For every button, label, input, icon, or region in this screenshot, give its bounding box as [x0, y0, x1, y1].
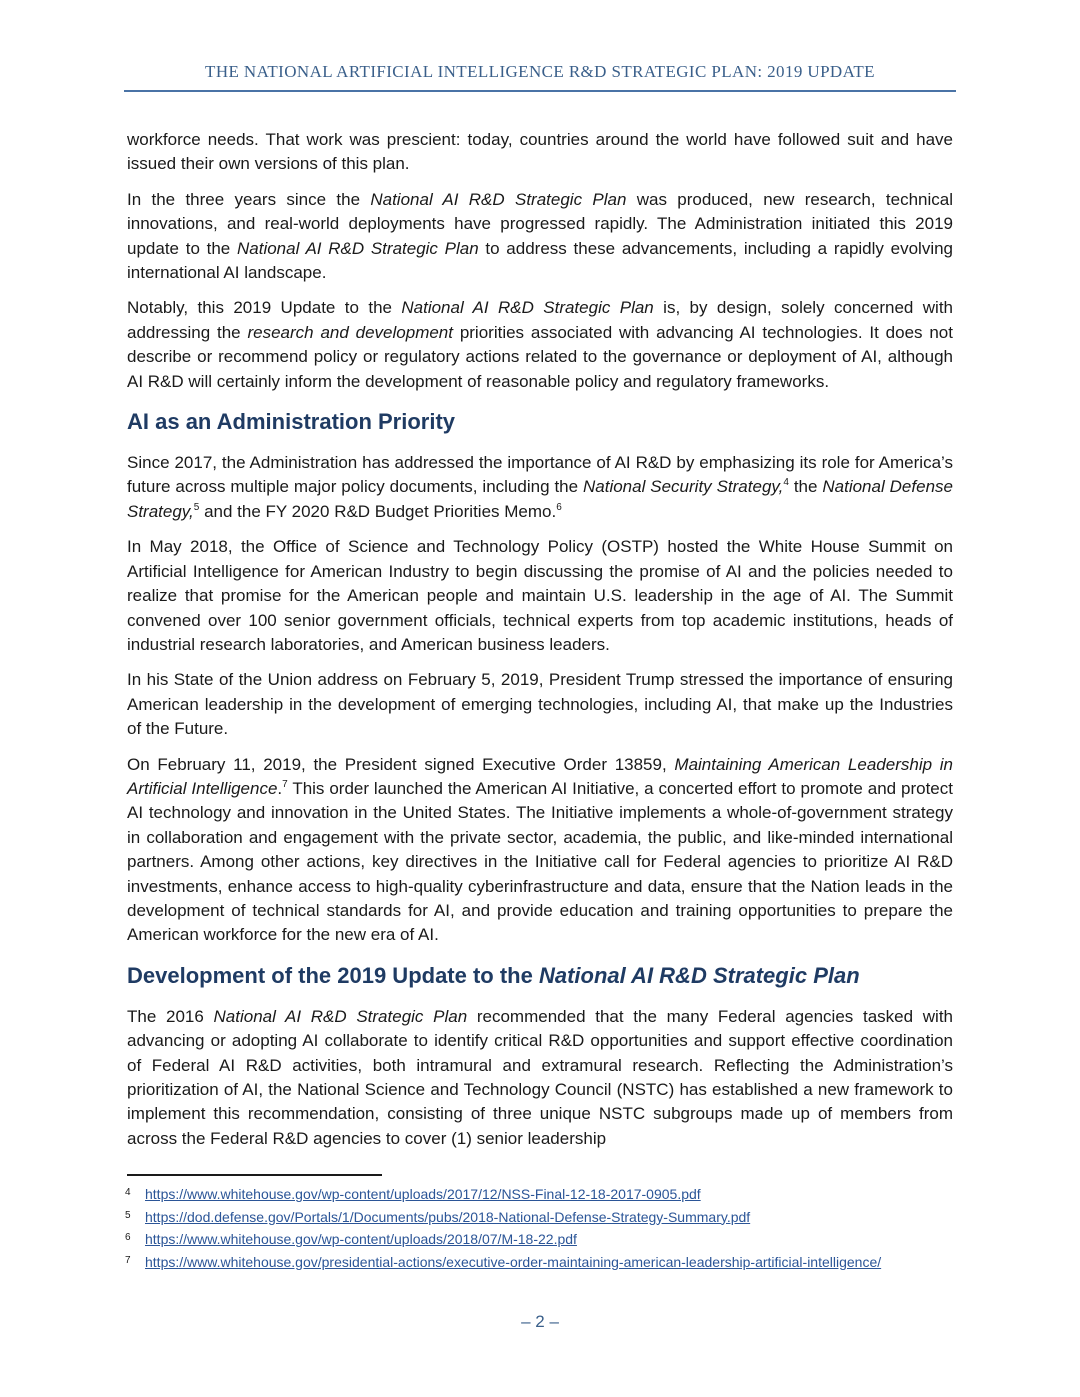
text-run: the [788, 477, 823, 497]
plan-title: National AI R&D Strategic Plan [213, 1006, 468, 1026]
section-heading [127, 962, 953, 990]
footnote-number: 6 [125, 1232, 131, 1243]
text-run: priorities associated with advancing AI technologies. It does not describe or recommend policy or regulatory actions related to the governance or deployment of AI, although AI R&D will certainly inform the development of reasonable policy and regulatory frameworks. [127, 322, 953, 391]
emphasis: research and development [247, 322, 453, 342]
footnote [125, 1209, 955, 1232]
footnote-ref[interactable]: 4 [783, 477, 789, 489]
plan-title: National AI R&D Strategic Plan [401, 298, 654, 318]
text-run: Since 2017, the Administration has addressed the importance of AI R&D by emphasizing its role for America’s future across multiple major policy documents, including the [127, 453, 953, 497]
text-run: Notably, this 2019 Update to the [127, 298, 402, 318]
section-heading: AI as an Administration Priority [127, 409, 456, 435]
paragraph: workforce needs. That work was prescient: today, countries around the world have followed suit and have issued their own versions of this plan. [127, 130, 953, 174]
footnote-number: 7 [125, 1254, 131, 1266]
doc-title: National Defense Strategy, [127, 477, 953, 521]
page-number: – 2 – [521, 1312, 559, 1331]
paragraph [127, 296, 953, 394]
heading-plan-title: National AI R&D Strategic Plan [538, 962, 860, 988]
plan-title: National AI R&D Strategic Plan [236, 238, 479, 258]
footnote-link[interactable]: https://www.whitehouse.gov/wp-content/uploads/2018/07/M-18-22.pdf [145, 1231, 577, 1247]
footnote-link[interactable]: https://www.whitehouse.gov/wp-content/uploads/2017/12/NSS-Final-12-18-2017-0905.pdf [145, 1186, 701, 1202]
footnote-number: 4 [125, 1187, 131, 1198]
header-rule [124, 90, 956, 92]
text-run: was produced, new research, technical innovations, and real-world deployments have progressed rapidly. The Administration initiated this 2019 update to the [127, 189, 953, 258]
footnote-ref[interactable]: 7 [282, 778, 288, 790]
text-run: On February 11, 2019, the President signed Executive Order 13859, [127, 754, 675, 774]
body-text [127, 128, 953, 1162]
footnote-number: 5 [125, 1209, 131, 1221]
paragraph: In his State of the Union address on February 5, 2019, President Trump stressed the importance of ensuring American leadership in the development of emerging technologies, including AI, that make up the Industries of the Future. [127, 670, 953, 739]
text-run: . [277, 778, 283, 798]
paragraph [127, 753, 953, 948]
footnote-link[interactable]: https://dod.defense.gov/Portals/1/Documents/pubs/2018-National-Defense-Strategy-Summary.pdf [145, 1208, 751, 1225]
paragraph [127, 451, 953, 524]
footnote [125, 1186, 955, 1209]
footnote-link[interactable]: https://www.whitehouse.gov/presidential-actions/executive-order-maintaining-american-leadership-artificial-intelligence/ [145, 1253, 882, 1270]
text-run: This order launched the American AI Initiative, a concerted effort to promote and protect AI technology and innovation in the United States. The Initiative implements a whole-of-government strategy in collaboration and engagement with the private sector, academia, the public, and like-minded international partners. Among other actions, key directives in the Initiative call for Federal agencies to prioritize AI R&D investments, enhance access to high-quality cyberinfrastructure and data, ensure that the Nation leads in the development of technical standards for AI, and provide education and training opportunities to prepare the American workforce for the new era of AI. [127, 778, 953, 945]
paragraph [127, 188, 953, 286]
footnote-ref[interactable]: 5 [193, 501, 200, 513]
text-run: The 2016 [127, 1006, 214, 1026]
text-run: recommended that the many Federal agencies tasked with advancing or adopting AI collaborate to identify critical R&D opportunities and support effective coordination of Federal AI R&D activities, both intramural and extramural research. Reflecting the Administration’s prioritization of AI, the National Science and Technology Council (NSTC) has established a new framework to implement this recommendation, consisting of three unique NSTC subgroups made up of members from across the Federal R&D agencies to cover (1) senior leadership [127, 1006, 954, 1148]
heading-text: Development of the 2019 Update to the [127, 962, 539, 988]
footnote-rule [127, 1174, 382, 1176]
text-run: and the FY 2020 R&D Budget Priorities Memo. [199, 501, 557, 521]
running-header: THE NATIONAL ARTIFICIAL INTELLIGENCE R&D STRATEGIC PLAN: 2019 UPDATE [205, 62, 875, 81]
footnote-ref[interactable]: 6 [556, 501, 562, 513]
text-run: to address these advancements, including a rapidly evolving international AI landscape. [127, 238, 954, 283]
doc-title: National Security Strategy, [582, 477, 784, 497]
footnote [125, 1231, 955, 1254]
footnotes [125, 1186, 955, 1276]
text-run: is, by design, solely concerned with addressing the [127, 298, 953, 342]
text-run: In the three years since the [127, 189, 371, 209]
order-title: Maintaining American Leadership in Artificial Intelligence [127, 754, 953, 798]
footnote [125, 1254, 955, 1277]
paragraph [127, 1005, 953, 1151]
plan-title: National AI R&D Strategic Plan [370, 189, 627, 209]
paragraph: In May 2018, the Office of Science and Technology Policy (OSTP) hosted the White House Summit on Artificial Intelligence for American Industry to begin discussing the promise of AI and the policies needed to realize that promise for the American people and maintain U.S. leadership in the age of AI. The Summit convened over 100 senior government officials, technical experts from top academic institutions, heads of industrial research laboratories, and American business leaders. [127, 537, 953, 654]
